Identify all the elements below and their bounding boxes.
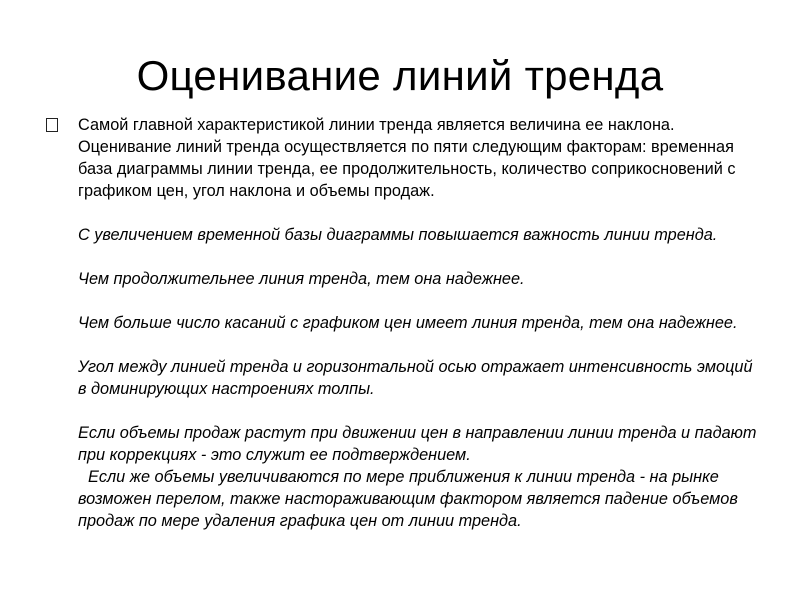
- point-duration: Чем продолжительнее линия тренда, тем она надежнее.: [78, 270, 525, 288]
- point-touches: Чем больше число касаний с графиком цен имеет линия тренда, тем она надежнее.: [78, 314, 738, 332]
- bullet-square-icon: [46, 118, 58, 132]
- point-angle: Угол между линией тренда и горизонтальной осью отражает интенсивность эмоций в доминирующих настроениях толпы.: [78, 358, 753, 398]
- intro-paragraph: Самой главной характеристикой линии тренда является величина ее наклона. Оценивание линий тренда осуществляется по пяти следующим факторам: временная база диаграммы линии тренда, ее продолжительность, количество соприкосновений с графиком цен, угол наклона и объемы продаж.: [78, 116, 736, 200]
- point-timeframe: С увеличением временной базы диаграммы повышается важность линии тренда.: [78, 226, 718, 244]
- slide-body: [78, 114, 758, 532]
- point-volume-confirm: Если объемы продаж растут при движении цен в направлении линии тренда и падают при коррекциях - это служит ее подтверждением.: [78, 424, 757, 464]
- slide-title: Оценивание линий тренда: [136, 52, 664, 99]
- point-volume-warning: Если же объемы увеличиваются по мере приближения к линии тренда - на рынке возможен перелом, также настораживающим фактором является падение объемов продаж по мере удаления графика цен от линии тренда.: [78, 468, 738, 530]
